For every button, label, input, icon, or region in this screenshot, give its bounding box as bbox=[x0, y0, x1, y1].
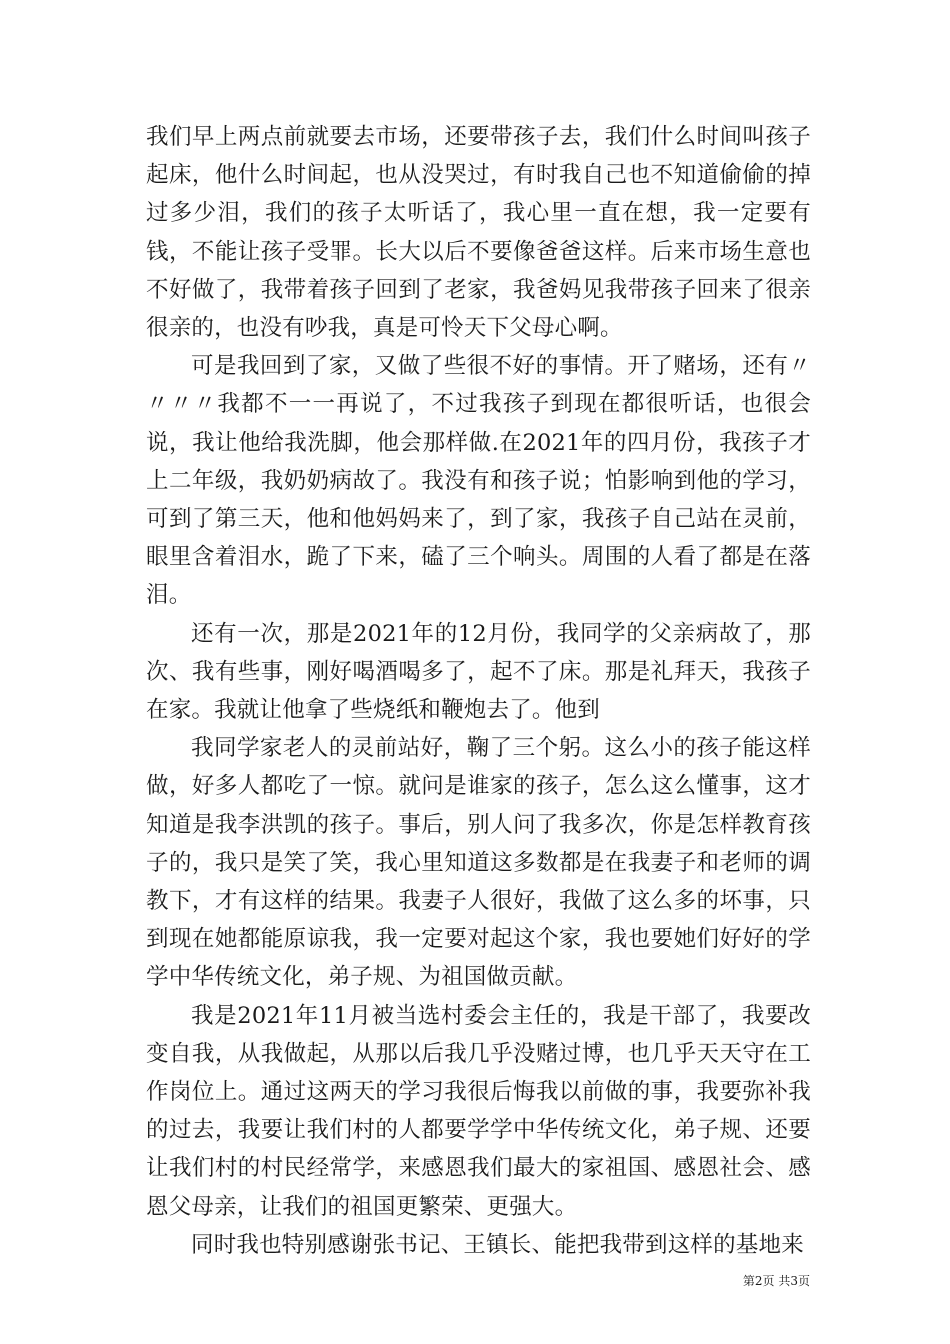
paragraph-1: 我们早上两点前就要去市场，还要带孩子去，我们什么时间叫孩子起床，他什么时间起，也从没哭过，有时我自己也不知道偷偷的掉过多少泪，我们的孩子太听话了，我心里一直在想，我一定要有钱，不能让孩子受罪。长大以后不要像爸爸这样。后来市场生意也不好做了，我带着孩子回到了老家，我爸妈见我带孩子回来了很亲很亲的，也没有吵我，真是可怜天下父母心啊。 bbox=[146, 124, 811, 342]
paragraph-5: 我是2021年11月被当选村委会主任的，我是干部了，我要改变自我，从我做起，从那以后我几乎没赌过博，也几乎天天守在工作岗位上。通过这两天的学习我很后悔我以前做的事，我要弥补我的过去，我要让我们村的人都要学学中华传统文化，弟子规、还要让我们村的村民经常学，来感恩我们最大的家祖国、感恩社会、感恩父母亲，让我们的祖国更繁荣、更强大。 bbox=[146, 1002, 811, 1220]
body-text bbox=[146, 118, 811, 1264]
paragraph-2: 可是我回到了家，又做了些很不好的事情。开了赌场，还有〃〃〃〃我都不一一再说了，不过我孩子到现在都很听话，也很会说，我让他给我洗脚，他会那样做.在2021年的四月份，我孩子才上二年级，我奶奶病故了。我没有和孩子说；怕影响到他的学习，可到了第三天，他和他妈妈来了，到了家，我孩子自己站在灵前，眼里含着泪水，跪了下来，磕了三个响头。周围的人看了都是在落泪。 bbox=[146, 353, 811, 609]
paragraph-3: 还有一次，那是2021年的12月份，我同学的父亲病故了，那次、我有些事，刚好喝酒喝多了，起不了床。那是礼拜天，我孩子在家。我就让他拿了些烧纸和鞭炮去了。他到 bbox=[146, 620, 811, 724]
paragraph-4: 我同学家老人的灵前站好，鞠了三个躬。这么小的孩子能这样做，好多人都吃了一惊。就问是谁家的孩子，怎么这么懂事，这才知道是我李洪凯的孩子。事后，别人问了我多次，你是怎样教育孩子的，我只是笑了笑，我心里知道这多数都是在我妻子和老师的调教下，才有这样的结果。我妻子人很好，我做了这么多的坏事，只到现在她都能原谅我，我一定要对起这个家，我也要她们好好的学学中华传统文化，弟子规、为祖国做贡献。 bbox=[146, 735, 811, 991]
paragraph-6: 同时我也特别感谢张书记、王镇长、能把我带到这样的基地来 bbox=[191, 1231, 804, 1258]
page-number-footer: 第2页 共3页 bbox=[742, 1274, 810, 1288]
